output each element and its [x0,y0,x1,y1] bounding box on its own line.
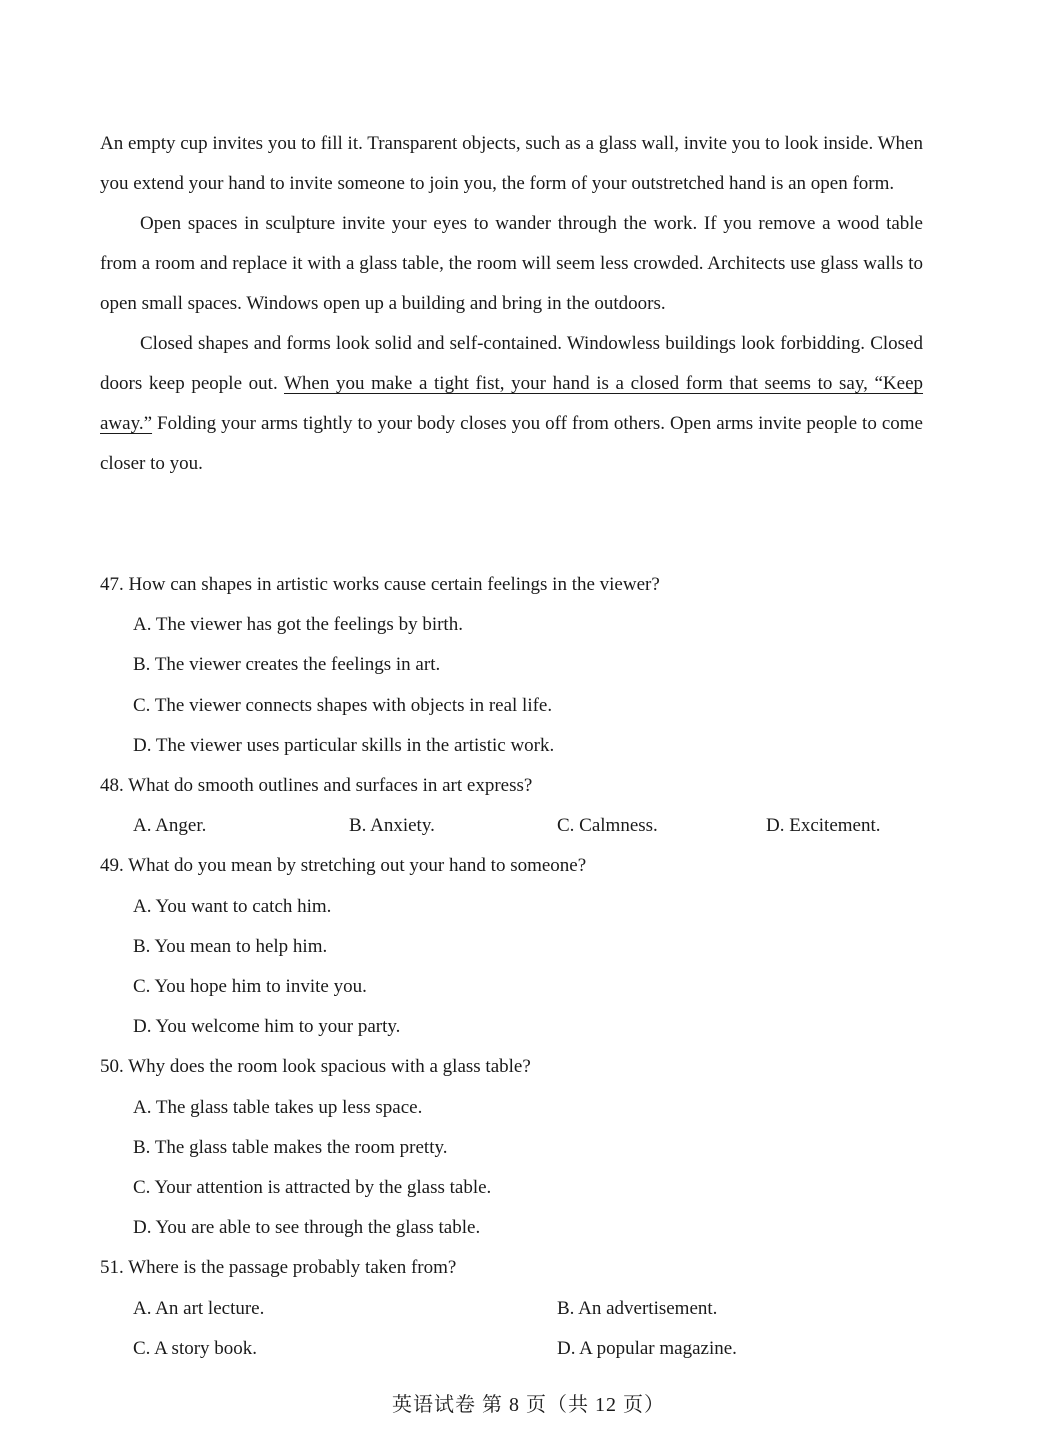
option-c: C. You hope him to invite you. [133,976,367,998]
question-51 [100,1248,923,1369]
option-b: B. An advertisement. [557,1297,718,1319]
options-row [133,806,923,846]
option-a: A. The glass table takes up less space. [133,1096,423,1118]
question-49 [100,846,923,1047]
paragraph-3-text-start: Closed shapes and forms look solid and self-contained. Windowless buildings look forbidding. Closed doors keep people out. [100,333,923,394]
question-48 [100,766,923,846]
option-d: D. A popular magazine. [557,1337,737,1359]
option-b: B. The viewer creates the feelings in art. [133,654,441,676]
option-d: D. The viewer uses particular skills in the artistic work. [133,734,555,756]
question-stem: 48. What do smooth outlines and surfaces in art express? [100,775,533,797]
option-c: C. Calmness. [557,815,658,837]
option-a: A. Anger. [133,815,207,837]
option-d: D. You are able to see through the glass table. [133,1217,481,1239]
question-stem: 49. What do you mean by stretching out your hand to someone? [100,855,587,877]
option-c: C. The viewer connects shapes with objects in real life. [133,694,553,716]
option-b: B. The glass table makes the room pretty. [133,1136,448,1158]
question-list [100,565,923,1369]
passage-paragraph-1: An empty cup invites you to fill it. Transparent objects, such as a glass wall, invite you to look inside. When you extend your hand to invite someone to join you, the form of your outstretched hand is an open form. [100,133,923,194]
question-stem: 51. Where is the passage probably taken from? [100,1257,457,1279]
option-d: D. You welcome him to your party. [133,1016,401,1038]
page-footer: 英语试卷 第 8 页（共 12 页） [392,1394,665,1416]
option-c: C. Your attention is attracted by the glass table. [133,1177,492,1199]
passage-paragraph-2: Open spaces in sculpture invite your eyes to wander through the work. If you remove a wood table from a room and replace it with a glass table, the room will seem less crowded. Architects use glass walls to open small spaces. Windows open up a building and bring in the outdoors. [100,213,923,314]
underlined-sentence: When you make a tight fist, your hand is a closed form that seems to say, “Keep away.” [100,373,924,434]
option-b: B. Anxiety. [349,815,435,837]
option-c: C. A story book. [133,1337,258,1359]
options-row [133,1329,923,1369]
question-stem: 50. Why does the room look spacious with a glass table? [100,1056,531,1078]
paragraph-3-text-end: Folding your arms tightly to your body closes you off from others. Open arms invite people to come closer to you. [100,413,923,474]
option-b: B. You mean to help him. [133,935,328,957]
option-d: D. Excitement. [766,815,881,837]
option-a: A. The viewer has got the feelings by birth. [133,614,463,636]
question-47 [100,565,923,766]
passage-paragraph-3 [100,324,923,484]
question-stem: 47. How can shapes in artistic works cause certain feelings in the viewer? [100,574,660,595]
options-row [133,1289,923,1329]
option-a: A. You want to catch him. [133,895,332,917]
reading-passage [100,124,923,484]
option-a: A. An art lecture. [133,1297,265,1319]
question-50 [100,1047,923,1248]
